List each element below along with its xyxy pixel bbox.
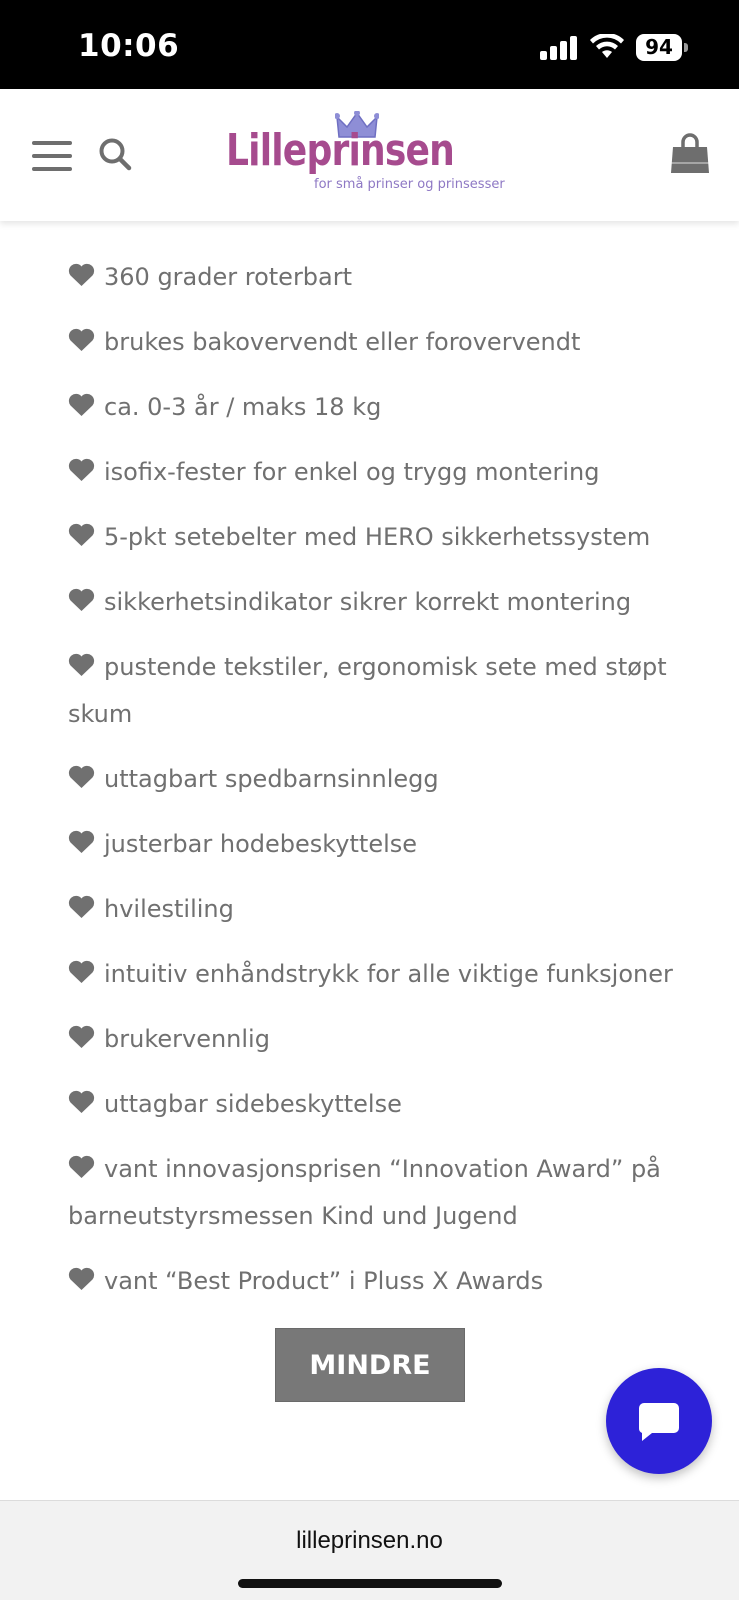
feature-item xyxy=(68,449,708,496)
heart-icon xyxy=(68,653,95,677)
chat-button[interactable] xyxy=(606,1368,712,1474)
wifi-icon xyxy=(590,34,624,60)
url-bar[interactable]: lilleprinsen.no xyxy=(296,1527,443,1554)
feature-item xyxy=(68,644,708,738)
feature-text: justerbar hodebeskyttelse xyxy=(104,830,418,858)
feature-item xyxy=(68,384,708,431)
heart-icon xyxy=(68,588,95,612)
feature-text: 360 grader roterbart xyxy=(104,263,353,291)
feature-text: vant “Best Product” i Pluss X Awards xyxy=(104,1267,544,1295)
feature-text: brukes bakovervendt eller forovervendt xyxy=(104,328,581,356)
less-button[interactable]: MINDRE xyxy=(275,1328,465,1402)
heart-icon xyxy=(68,960,95,984)
feature-item xyxy=(68,514,708,561)
feature-text: vant innovasjonsprisen “Innovation Award” på barneutstyrsmessen Kind und Jugend xyxy=(68,1155,661,1230)
feature-item xyxy=(68,951,708,998)
feature-item xyxy=(68,886,708,933)
cellular-signal-icon xyxy=(540,36,578,60)
feature-item xyxy=(68,1016,708,1063)
heart-icon xyxy=(68,1267,95,1291)
feature-text: brukervennlig xyxy=(104,1025,270,1053)
feature-list xyxy=(68,254,708,1323)
site-logo[interactable] xyxy=(222,111,522,199)
feature-item xyxy=(68,579,708,626)
feature-text: sikkerhetsindikator sikrer korrekt montering xyxy=(104,588,632,616)
feature-text: hvilestiling xyxy=(104,895,234,923)
feature-text: pustende tekstiler, ergonomisk sete med støpt skum xyxy=(68,653,667,728)
heart-icon xyxy=(68,1025,95,1049)
heart-icon xyxy=(68,328,95,352)
heart-icon xyxy=(68,895,95,919)
search-icon[interactable] xyxy=(98,137,132,171)
feature-text: uttagbart spedbarnsinnlegg xyxy=(104,765,439,793)
heart-icon xyxy=(68,1155,95,1179)
shopping-bag-icon[interactable] xyxy=(670,133,710,175)
browser-bottom-bar xyxy=(0,1500,739,1600)
heart-icon xyxy=(68,830,95,854)
heart-icon xyxy=(68,263,95,287)
heart-icon xyxy=(68,523,95,547)
feature-text: ca. 0-3 år / maks 18 kg xyxy=(104,393,382,421)
hamburger-menu-icon[interactable] xyxy=(32,141,72,171)
heart-icon xyxy=(68,393,95,417)
heart-icon xyxy=(68,458,95,482)
heart-icon xyxy=(68,765,95,789)
status-time: 10:06 xyxy=(78,28,180,64)
heart-icon xyxy=(68,1090,95,1114)
feature-item xyxy=(68,756,708,803)
status-bar xyxy=(0,0,739,89)
feature-text: intuitiv enhåndstrykk for alle viktige funksjoner xyxy=(104,960,673,988)
battery-level: 94 xyxy=(636,34,682,61)
feature-item xyxy=(68,1081,708,1128)
logo-tagline: for små prinser og prinsesser xyxy=(314,177,505,192)
logo-text: Lilleprinsen xyxy=(226,125,455,176)
home-indicator xyxy=(238,1579,502,1588)
chat-bubble-icon xyxy=(638,1401,680,1443)
battery-icon xyxy=(636,34,688,61)
feature-item xyxy=(68,1146,708,1240)
feature-item xyxy=(68,319,708,366)
feature-item xyxy=(68,1258,708,1305)
feature-item xyxy=(68,821,708,868)
feature-item xyxy=(68,254,708,301)
site-header xyxy=(0,89,739,221)
feature-text: uttagbar sidebeskyttelse xyxy=(104,1090,402,1118)
feature-text: isofix-fester for enkel og trygg montering xyxy=(104,458,600,486)
feature-text: 5-pkt setebelter med HERO sikkerhetssystem xyxy=(104,523,651,551)
